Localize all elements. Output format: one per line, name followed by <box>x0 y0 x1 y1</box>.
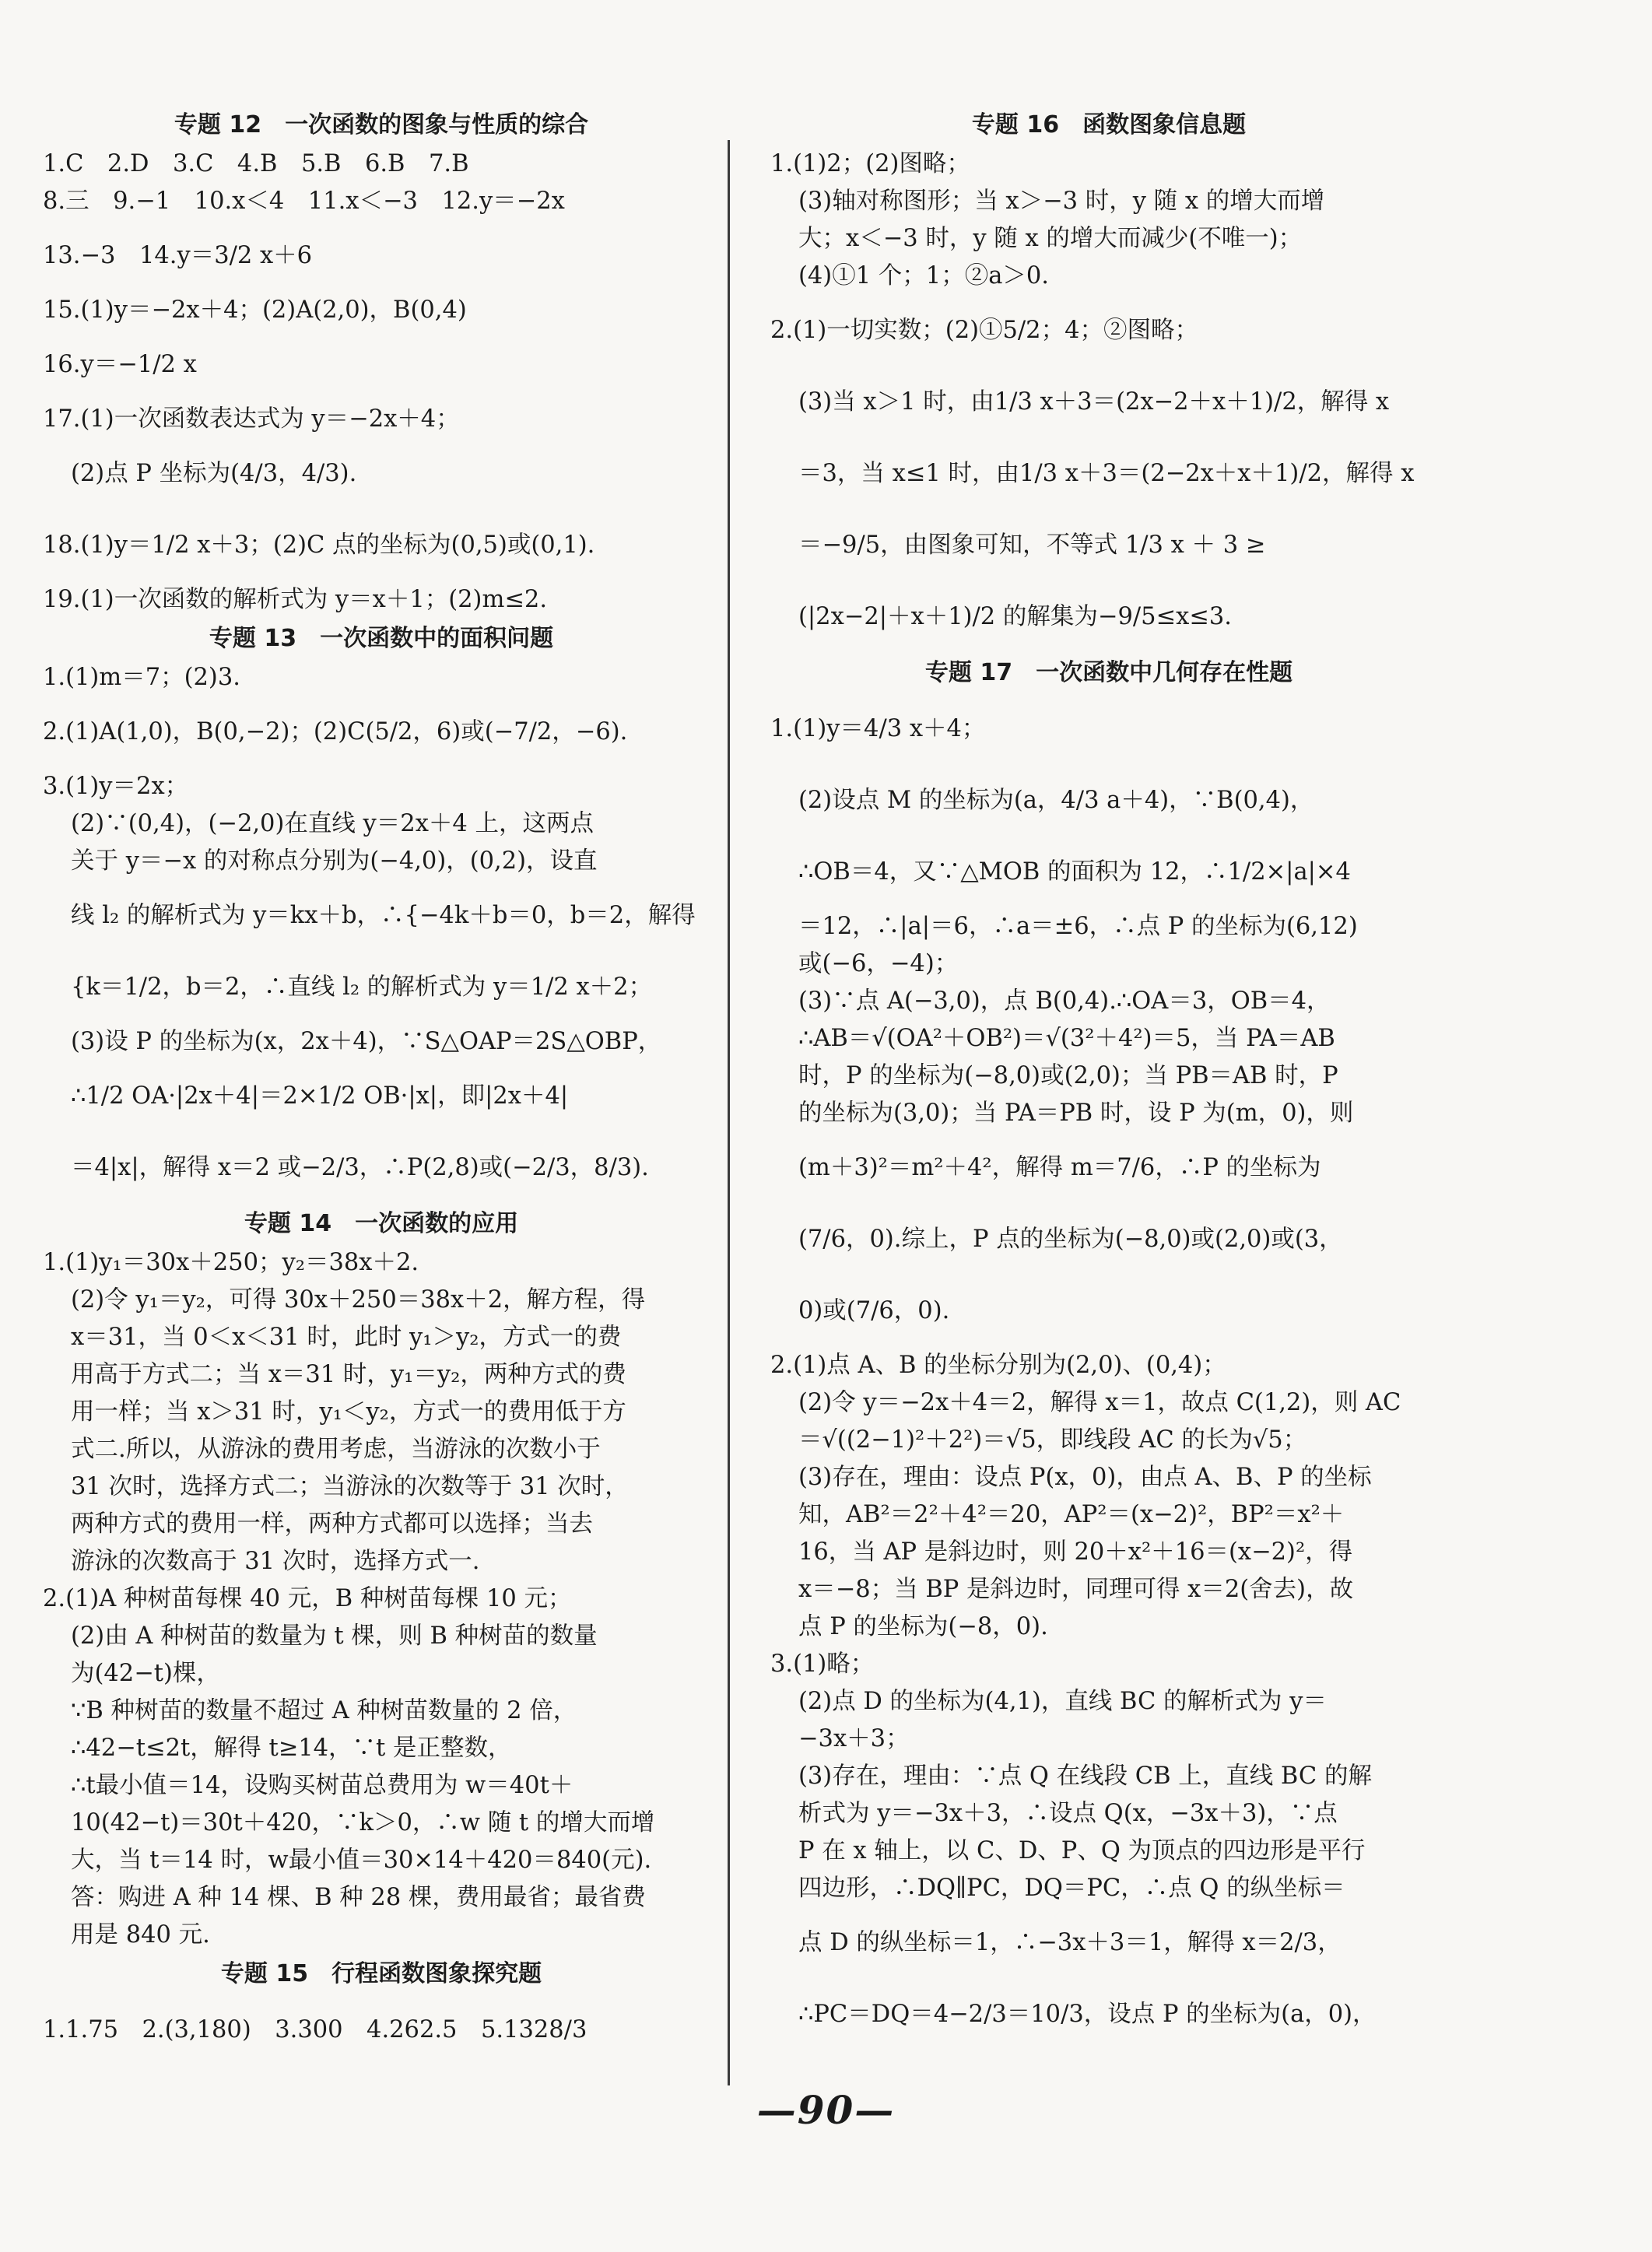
answer-line: (3)存在，理由：∵点 Q 在线段 CB 上，直线 BC 的解 <box>798 1763 1372 1790</box>
answer-line: ∴1/2 OA·|2x＋4|＝2×1/2 OB·|x|，即|2x＋4| <box>71 1082 569 1110</box>
answer-line: ＝4|x|，解得 x＝2 或−2/3，∴P(2,8)或(−2/3，8/3). <box>71 1154 649 1181</box>
answer-line: 13.−3 14.y＝3/2 x＋6 <box>43 242 313 269</box>
answer-line: (2)令 y＝−2x＋4＝2，解得 x＝1，故点 C(1,2)，则 AC <box>798 1389 1401 1416</box>
right-column <box>770 105 1447 2050</box>
answer-line: 游泳的次数高于 31 次时，选择方式一. <box>71 1548 480 1575</box>
left-column <box>43 105 720 2066</box>
answer-line: 关于 y＝−x 的对称点分别为(−4,0)，(0,2)，设直 <box>71 847 598 875</box>
answer-line: 3.(1)略； <box>770 1650 875 1678</box>
answer-line: 线 l₂ 的解析式为 y＝kx＋b，∴{−4k＋b＝0，b＝2，解得 <box>71 902 696 929</box>
answer-line: −3x＋3； <box>798 1725 910 1752</box>
answer-line: 答：购进 A 种 14 棵、B 种 28 棵，费用最省；最省费 <box>71 1884 646 1911</box>
answer-line: 的坐标为(3,0)；当 PA＝PB 时，设 P 为(m，0)，则 <box>798 1100 1354 1127</box>
answer-line: (7/6，0).综上，P 点的坐标为(−8,0)或(2,0)或(3， <box>798 1226 1343 1253</box>
answer-line: 8.三 9.−1 10.x＜4 11.x＜−3 12.y＝−2x <box>43 188 565 215</box>
answer-line: x＝−8；当 BP 是斜边时，同理可得 x＝2(舍去)，故 <box>798 1576 1354 1603</box>
answer-line: ＝3，当 x≤1 时，由1/3 x＋3＝(2−2x＋x＋1)/2，解得 x <box>798 460 1415 487</box>
column-divider <box>728 140 730 2085</box>
answer-line: ∵B 种树苗的数量不超过 A 种树苗数量的 2 倍， <box>71 1697 577 1724</box>
answer-line: 点 D 的纵坐标＝1，∴−3x＋3＝1，解得 x＝2/3， <box>798 1929 1342 1956</box>
answer-line: 18.(1)y＝1/2 x＋3；(2)C 点的坐标为(0,5)或(0,1). <box>43 531 595 559</box>
section-title: 专题 12 一次函数的图象与性质的综合 <box>174 111 589 139</box>
answer-line: (3)当 x＞1 时，由1/3 x＋3＝(2x−2＋x＋1)/2，解得 x <box>798 388 1390 416</box>
answer-line: 2.(1)A 种树苗每棵 40 元，B 种树苗每棵 10 元； <box>43 1585 572 1612</box>
answer-line: 1.(1)y₁＝30x＋250；y₂＝38x＋2. <box>43 1249 419 1276</box>
answer-line: (3)轴对称图形；当 x＞−3 时，y 随 x 的增大而增 <box>798 188 1325 215</box>
answer-line: 或(−6，−4)； <box>798 950 959 977</box>
answer-line: (4)①1 个；1；②a＞0. <box>798 262 1049 289</box>
answer-line: ∴AB＝√(OA²＋OB²)＝√(3²＋4²)＝5，当 PA＝AB <box>798 1025 1335 1052</box>
answer-line: 大，当 t＝14 时，w最小值＝30×14＋420＝840(元). <box>71 1847 652 1874</box>
section-title: 专题 15 行程函数图象探究题 <box>220 1960 542 1987</box>
answer-line: 17.(1)一次函数表达式为 y＝−2x＋4； <box>43 405 460 433</box>
answer-line: 1.1.75 2.(3,180) 3.300 4.262.5 5.1328/3 <box>43 2016 587 2043</box>
answer-line: (3)设 P 的坐标为(x，2x＋4)，∵S△OAP＝2S△OBP， <box>71 1028 662 1055</box>
section-title: 专题 16 函数图象信息题 <box>971 111 1247 139</box>
answer-line: ＝12，∴|a|＝6，∴a＝±6，∴点 P 的坐标为(6,12) <box>798 913 1358 940</box>
answer-line: 式二.所以，从游泳的费用考虑，当游泳的次数小于 <box>71 1436 601 1463</box>
answer-line: 19.(1)一次函数的解析式为 y＝x＋1；(2)m≤2. <box>43 586 548 613</box>
answer-line: (2)令 y₁＝y₂，可得 30x＋250＝38x＋2，解方程，得 <box>71 1286 646 1314</box>
answer-line: ＝√((2−1)²＋2²)＝√5，即线段 AC 的长为√5； <box>798 1426 1307 1454</box>
answer-line: 16.y＝−1/2 x <box>43 351 197 378</box>
answer-line: 时，P 的坐标为(−8,0)或(2,0)；当 PB＝AB 时，P <box>798 1062 1338 1089</box>
answer-line: 两种方式的费用一样，两种方式都可以选择；当去 <box>71 1510 593 1538</box>
section-title: 专题 13 一次函数中的面积问题 <box>209 625 554 652</box>
answer-line: P 在 x 轴上，以 C、D、P、Q 为顶点的四边形是平行 <box>798 1837 1366 1864</box>
answer-line: 3.(1)y＝2x； <box>43 773 189 800</box>
answer-line: 知，AB²＝2²＋4²＝20，AP²＝(x−2)²，BP²＝x²＋ <box>798 1501 1345 1528</box>
section-title: 专题 14 一次函数的应用 <box>244 1210 519 1237</box>
answer-line: ∴PC＝DQ＝4−2/3＝10/3，设点 P 的坐标为(a，0)， <box>798 2001 1377 2028</box>
answer-line: (m＋3)²＝m²＋4²，解得 m＝7/6，∴P 的坐标为 <box>798 1154 1321 1181</box>
answer-line: 析式为 y＝−3x＋3，∴设点 Q(x，−3x＋3)，∵点 <box>798 1800 1338 1827</box>
answer-line: 用高于方式二；当 x＝31 时，y₁＝y₂，两种方式的费 <box>71 1361 626 1388</box>
answer-line: ＝−9/5，由图象可知，不等式 1/3 x ＋ 3 ≥ <box>798 531 1266 559</box>
answer-line: (2)由 A 种树苗的数量为 t 棵，则 B 种树苗的数量 <box>71 1622 598 1650</box>
answer-line: (2)设点 M 的坐标为(a，4/3 a＋4)，∵B(0,4)， <box>798 787 1314 814</box>
section-title: 专题 17 一次函数中几何存在性题 <box>924 659 1293 686</box>
answer-line: {k＝1/2，b＝2，∴直线 l₂ 的解析式为 y＝1/2 x＋2； <box>71 973 653 1001</box>
answer-line: (2)点 P 坐标为(4/3，4/3). <box>71 460 357 487</box>
answer-line: 15.(1)y＝−2x＋4；(2)A(2,0)，B(0,4) <box>43 296 467 324</box>
answer-line: 1.(1)2；(2)图略； <box>770 150 970 177</box>
answer-line: 1.(1)y＝4/3 x＋4； <box>770 715 986 742</box>
answer-line: 为(42−t)棵， <box>71 1660 220 1687</box>
answer-line: 10(42−t)＝30t＋420，∵k＞0，∴w 随 t 的增大而增 <box>71 1809 655 1836</box>
answer-line: 2.(1)一切实数；(2)①5/2；4；②图略； <box>770 317 1198 344</box>
answer-line: (3)∵点 A(−3,0)，点 B(0,4).∴OA＝3，OB＝4， <box>798 987 1331 1015</box>
answer-line: 点 P 的坐标为(−8，0). <box>798 1613 1048 1640</box>
answer-line: 大；x＜−3 时，y 随 x 的增大而减少(不唯一)； <box>798 225 1303 252</box>
answer-line: 0)或(7/6，0). <box>798 1297 950 1324</box>
answer-line: 31 次时，选择方式二；当游泳的次数等于 31 次时， <box>71 1473 629 1500</box>
answer-line: 2.(1)点 A、B 的坐标分别为(2,0)、(0,4)； <box>770 1352 1226 1379</box>
answer-line: (2)点 D 的坐标为(4,1)，直线 BC 的解析式为 y＝ <box>798 1688 1327 1715</box>
answer-line: (|2x−2|＋x＋1)/2 的解集为−9/5≤x≤3. <box>798 603 1232 630</box>
answer-line: 四边形，∴DQ∥PC，DQ＝PC，∴点 Q 的纵坐标＝ <box>798 1875 1345 1902</box>
answer-line: 用是 840 元. <box>71 1921 210 1949</box>
answer-line: 用一样；当 x＞31 时，y₁＜y₂，方式一的费用低于方 <box>71 1398 626 1426</box>
answer-line: ∴42−t≤2t，解得 t≥14，∵t 是正整数， <box>71 1735 512 1762</box>
answer-line: 16，当 AP 是斜边时，则 20＋x²＋16＝(x−2)²，得 <box>798 1538 1353 1566</box>
answer-line: 2.(1)A(1,0)，B(0,−2)；(2)C(5/2，6)或(−7/2，−6). <box>43 718 628 745</box>
answer-line: ∴OB＝4，又∵△MOB 的面积为 12，∴1/2×|a|×4 <box>798 858 1351 886</box>
answer-line: x＝31，当 0＜x＜31 时，此时 y₁＞y₂，方式一的费 <box>71 1324 622 1351</box>
answer-line: 1.(1)m＝7；(2)3. <box>43 664 240 691</box>
answer-line: ∴t最小值＝14，设购买树苗总费用为 w＝40t＋ <box>71 1772 573 1799</box>
answer-line: 1.C 2.D 3.C 4.B 5.B 6.B 7.B <box>43 150 469 177</box>
page-number: —90— <box>756 2087 896 2133</box>
answer-line: (3)存在，理由：设点 P(x，0)，由点 A、B、P 的坐标 <box>798 1464 1372 1491</box>
answer-line: (2)∵(0,4)，(−2,0)在直线 y＝2x＋4 上，这两点 <box>71 810 594 837</box>
